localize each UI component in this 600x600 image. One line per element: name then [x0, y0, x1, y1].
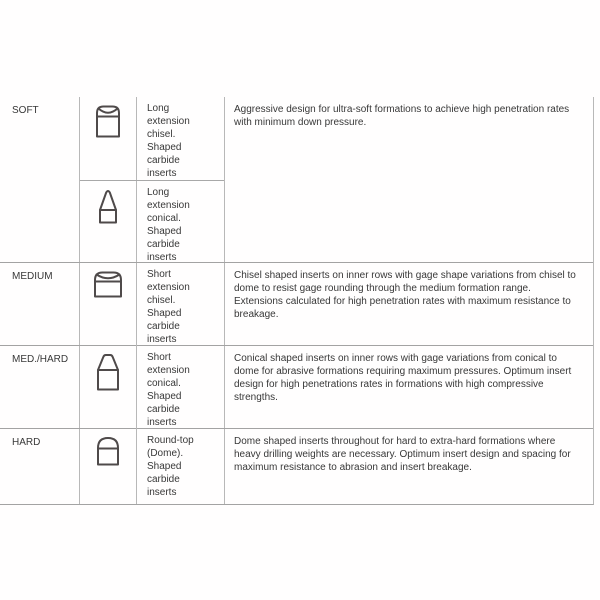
conical-long-extension-icon — [97, 188, 119, 224]
insert-label: Round-top (Dome). Shaped carbide inserts — [147, 435, 194, 498]
formation-label: MEDIUM — [12, 271, 53, 282]
insert-label: Short extension chisel. Shaped carbide inserts — [147, 269, 190, 345]
round-top-dome-icon — [96, 436, 120, 466]
insert-label-cell — [137, 181, 224, 262]
insert-cells — [79, 97, 224, 262]
insert-label-cell — [137, 97, 224, 180]
insert-subrow — [80, 429, 224, 504]
formation-label: SOFT — [12, 105, 39, 116]
insert-label: Long extension chisel. Shaped carbide inserts — [147, 103, 190, 179]
table-row — [0, 428, 593, 504]
formation-description: Chisel shaped inserts on inner rows with gage shape variations from chisel to dome to resist gage rounding through the medium formation range. Extensions calculated for high penetration rates with maximum resistance to breakage. — [224, 263, 593, 345]
insert-subrow — [80, 263, 224, 346]
insert-subrow — [80, 97, 224, 180]
insert-label: Long extension conical. Shaped carbide inserts — [147, 187, 190, 263]
insert-label: Short extension conical. Shaped carbide inserts — [147, 352, 190, 428]
formation-description: Dome shaped inserts throughout for hard to extra-hard formations where heavy drilling weights are necessary. Optimum insert design and spacing for maximum resistance to abrasion and insert breakage. — [224, 429, 593, 504]
insert-subrow — [80, 180, 224, 262]
chisel-short-extension-icon — [93, 270, 123, 298]
insert-label-cell — [137, 429, 224, 504]
insert-cells — [79, 346, 224, 428]
insert-subrow — [80, 346, 224, 429]
icon-cell — [80, 97, 137, 180]
table-row — [0, 97, 593, 262]
insert-cells — [79, 263, 224, 345]
insert-cells — [79, 429, 224, 504]
icon-cell — [80, 263, 137, 346]
formation-description: Conical shaped inserts on inner rows with gage variations from conical to dome for abrasive formations requiring maximum pressures. Optimum insert design for high penetrations rates in formations with high compressive strengths. — [224, 346, 593, 428]
icon-cell — [80, 429, 137, 504]
conical-short-extension-icon — [95, 353, 121, 391]
chisel-long-extension-icon — [95, 104, 121, 138]
formation-label: HARD — [12, 437, 41, 448]
formation-description: Aggressive design for ultra-soft formations to achieve high penetration rates with minimum down pressure. — [224, 97, 593, 262]
table-row — [0, 262, 593, 345]
formation-label: MED./HARD — [12, 354, 69, 365]
insert-label-cell — [137, 263, 224, 346]
table-row — [0, 345, 593, 428]
icon-cell — [80, 181, 137, 262]
insert-type-table — [0, 97, 594, 505]
insert-label-cell — [137, 346, 224, 429]
icon-cell — [80, 346, 137, 429]
